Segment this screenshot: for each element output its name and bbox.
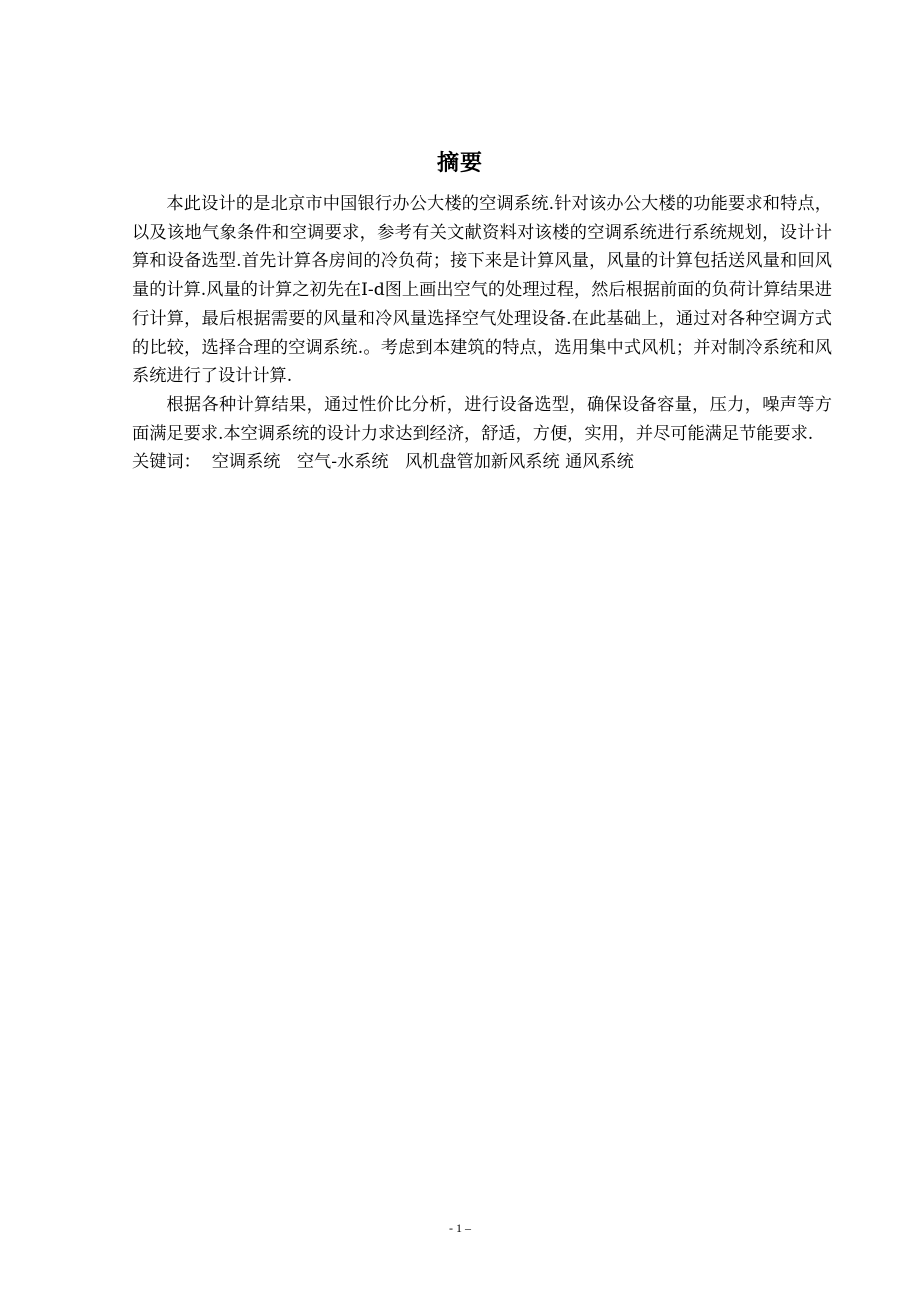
keywords-label: 关键词： (132, 452, 201, 473)
abstract-paragraph-2: 根据各种计算结果，通过性价比分析，进行设备选型，确保设备容量，压力，噪声等方面满足要求.本空调系统的设计力求达到经济，舒适，方便，实用，并尽可能满足节能要求. (132, 394, 832, 444)
abstract-body (132, 190, 832, 477)
keywords-line (132, 448, 832, 477)
abstract-paragraph-1: 本此设计的是北京市中国银行办公大楼的空调系统.针对该办公大楼的功能要求和特点，以及该地气象条件和空调要求，参考有关文献资料对该楼的空调系统进行系统规划，设计计算和设备选型.首先计算各房间的冷负荷；接下来是计算风量，风量的计算包括送风量和回风量的计算.风量的计算之初先在I-d图上画出空气的处理过程，然后根据前面的负荷计算结果进行计算，最后根据需要的风量和冷风量选择空气处理设备.在此基础上，通过对各种空调方式的比较，选择合理的空调系统.。考虑到本建筑的特点，选用集中式风机；并对制冷系统和风系统进行了设计计算. (132, 194, 832, 387)
abstract-title: 摘要 (436, 150, 483, 176)
keywords-list: 空调系统 空气-水系统 风机盘管加新风系统 通风系统 (200, 452, 634, 473)
page-number: - 1 – (449, 1221, 471, 1235)
